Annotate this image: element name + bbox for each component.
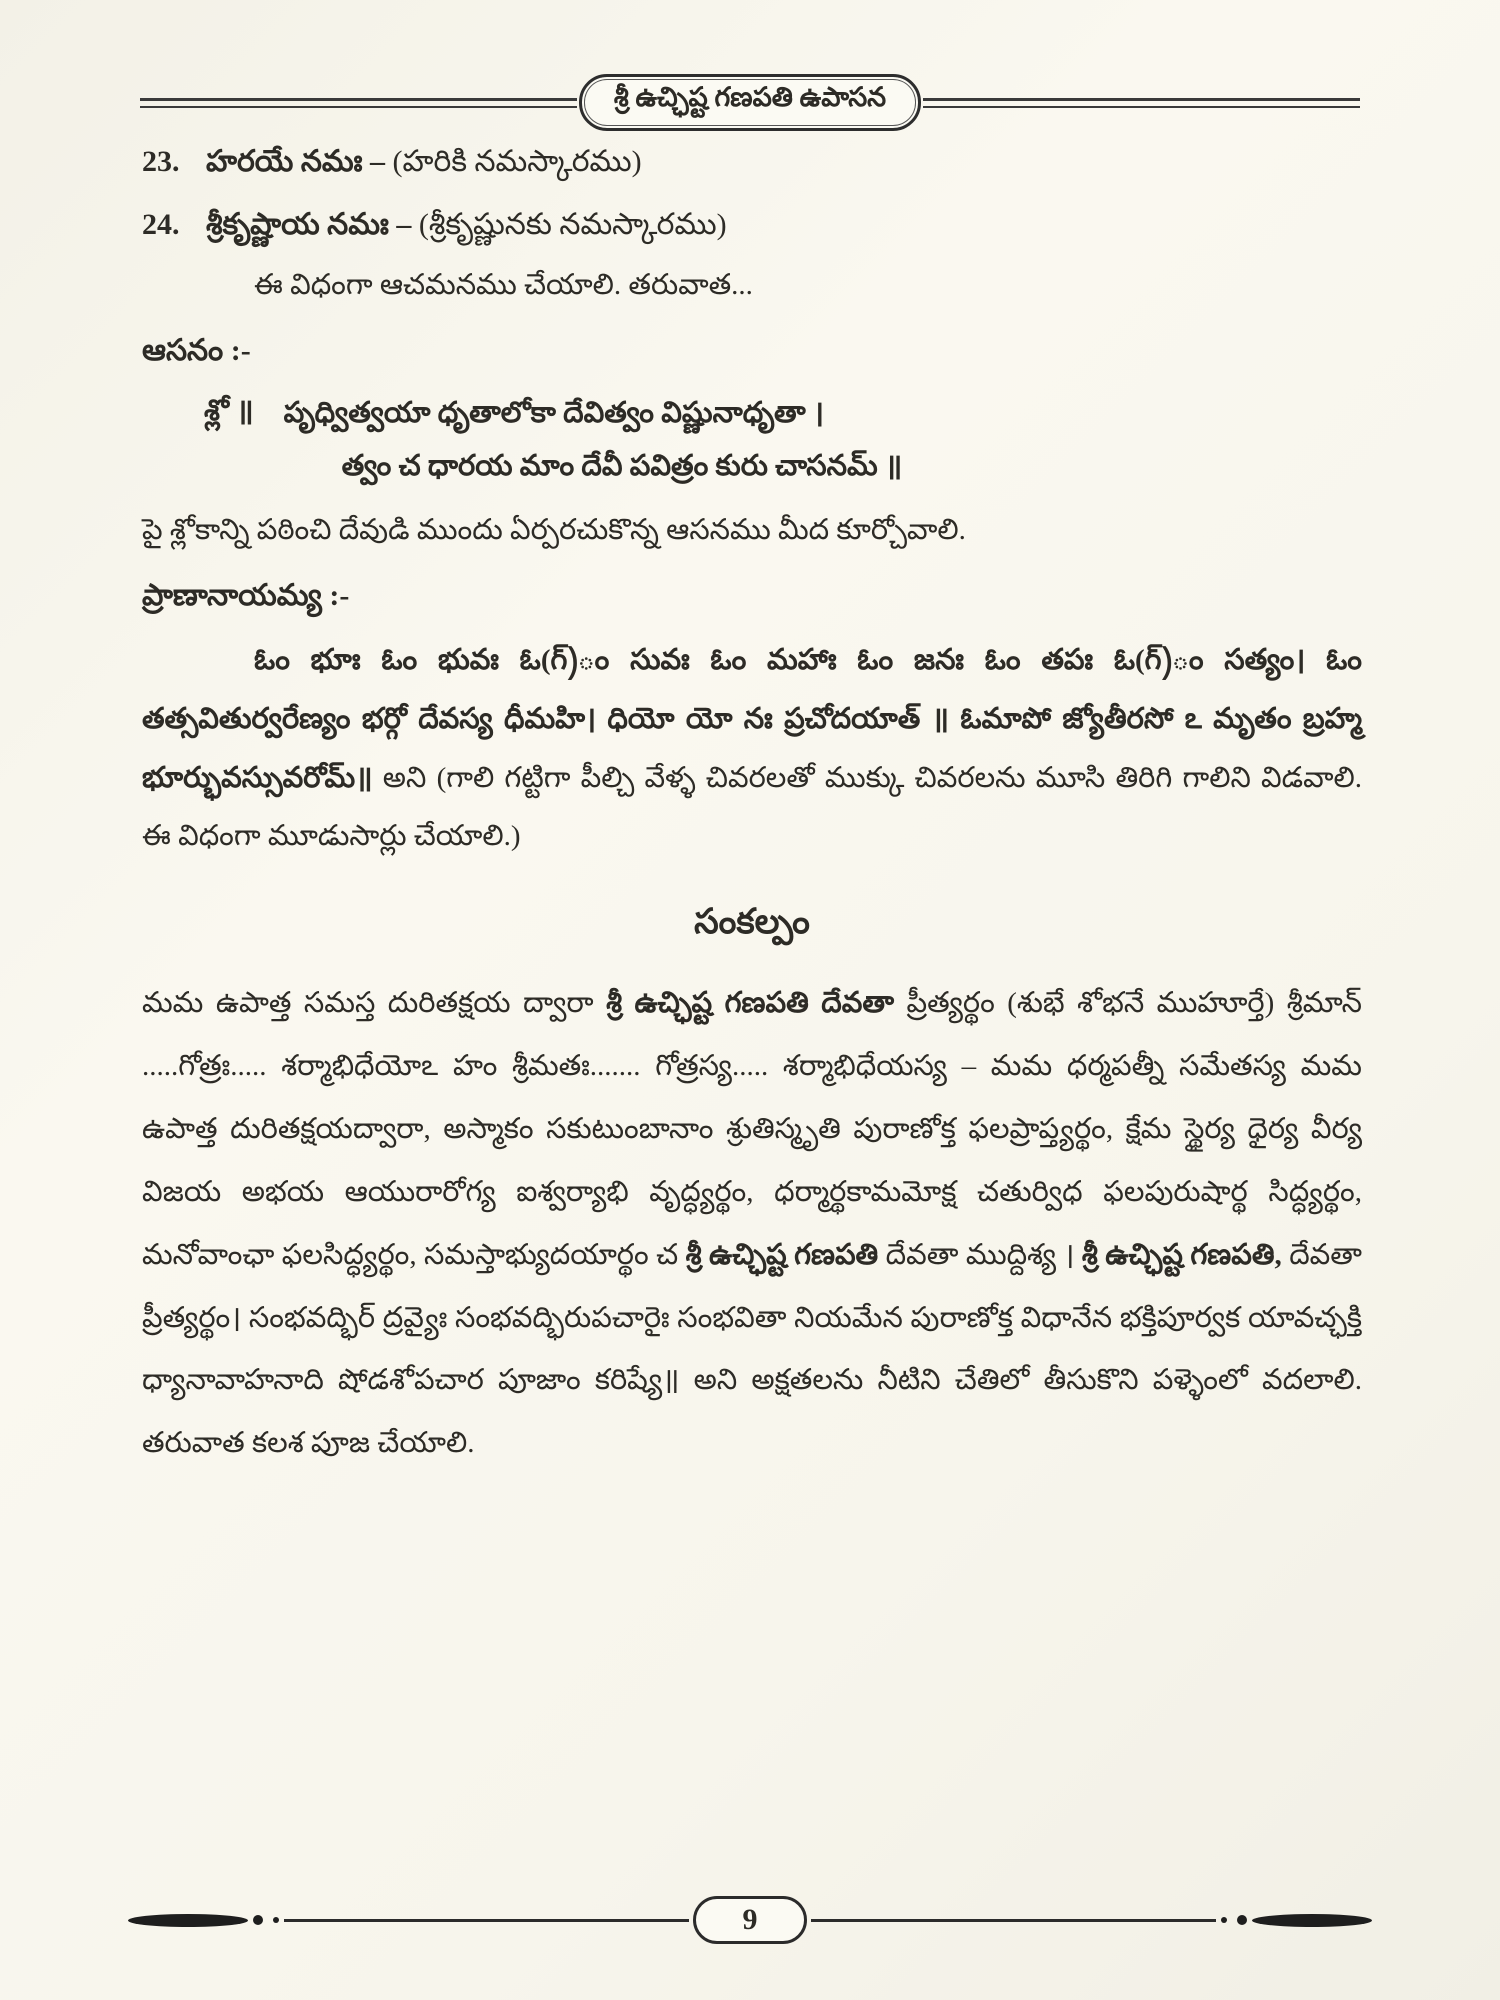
ornament-dot-left-small-icon	[273, 1917, 279, 1923]
ornament-leaf-right-icon	[1252, 1914, 1372, 1927]
section-heading-sankalpam: సంకల్పం	[694, 901, 810, 941]
pranayama-mantra: ఓం భూః ఓం భువః ఓ(గ్)ం సువః ఓం మహాః ఓం జనః ఓం తపః ఓ(గ్)ం సత్యం। ఓం తత్సవితుర్వరేణ్యం భర్గో దేవస్య ధీమహి। ధియో యో నః ప్రచోదయాత్ ॥ ఓమాపో జ్యోతీరసో ఽ మృతం బ్రహ్మ భూర్భువస్సువరోమ్॥ అని (గాలి గట్టిగా పీల్చి వేళ్ళ చివరలతో ముక్కు చివరలను మూసి తిరిగి గాలిని విడవాలి. ఈ విధంగా మూడుసార్లు చేయాలి.)	[142, 644, 1362, 853]
section-heading-asanam: ఆసనం :-	[142, 334, 251, 368]
ornament-dot-left-icon	[253, 1915, 263, 1925]
section-heading-pranayama: ప్రాణానాయమ్య :-	[142, 578, 350, 612]
item-meaning: (హరికి నమస్కారము)	[392, 145, 642, 178]
list-item-24	[142, 199, 1362, 251]
page-number-badge	[693, 1896, 807, 1944]
page-title: శ్రీ ఉచ్ఛిష్ట గణపతి ఉపాసన	[579, 74, 921, 131]
page-content	[142, 136, 1362, 1475]
item-number: 23.	[142, 145, 180, 178]
shloka-marker: శ్లో ॥	[204, 394, 254, 427]
item-meaning: (శ్రీకృష్ణునకు నమస్కారము)	[418, 207, 727, 241]
page-footer	[128, 1896, 1372, 1944]
item-mantra: హరయే నమః –	[206, 145, 386, 178]
shloka-line-1: పృధ్విత్వయా ధృతాలోకా దేవిత్వం విష్ణునాధృతా ।	[283, 396, 824, 429]
header-rule-right	[923, 98, 1360, 108]
shloka-block	[204, 387, 1362, 494]
page-number: 9	[742, 1903, 758, 1936]
sankalpam-paragraph: మమ ఉపాత్త సమస్త దురితక్షయ ద్వారా శ్రీ ఉచ్ఛిష్ట గణపతి దేవతా ప్రీత్యర్థం (శుభే శోభనే ముహూర్తే) శ్రీమాన్ .....గోత్రః..... శర్మాభిధేయోఽ హం శ్రీమతః....... గోత్రస్య..... శర్మాభిధేయస్య – మమ ధర్మపత్నీ సమేతస్య మమ ఉపాత్త దురితక్షయద్వారా, అస్మాకం సకుటుంబానాం శ్రుతిస్మృతి పురాణోక్త ఫలప్రాప్త్యర్థం, క్షేమ స్థైర్య ధైర్య వీర్య విజయ అభయ ఆయురారోగ్య ఐశ్వర్యాభి వృద్ధ్యర్థం, ధర్మార్థకామమోక్ష చతుర్విధ ఫలపురుషార్థ సిద్ధ్యర్థం, మనోవాంఛా ఫలసిద్ధ్యర్థం, సమస్తాభ్యుదయార్థం చ శ్రీ ఉచ్ఛిష్ట గణపతి దేవతా ముద్దిశ్య । శ్రీ ఉచ్ఛిష్ట గణపతి, దేవతా ప్రీత్యర్థం। సంభవద్భిర్ ద్రవ్యైః సంభవద్భిరుపచారైః సంభవితా నియమేన పురాణోక్త విధానేన భక్తిపూర్వక యావచ్ఛక్తి ధ్యానావాహనాది షోడశోపచార పూజాం కరిష్యే॥ అని అక్షతలను నీటిని చేతిలో తీసుకొని పళ్ళెంలో వదలాలి. తరువాత కలశ పూజ చేయాలి.	[142, 986, 1363, 1460]
ornament-dot-right-small-icon	[1221, 1917, 1227, 1923]
footer-rule-right	[811, 1919, 1216, 1922]
shloka-lines	[284, 387, 903, 494]
ornament-dot-right-icon	[1237, 1915, 1247, 1925]
item-number: 24.	[142, 207, 180, 241]
achamana-note: ఈ విధంగా ఆచమనము చేయాలి. తరువాత...	[254, 269, 753, 302]
page-header	[140, 74, 1360, 131]
list-item-23	[142, 136, 1362, 188]
asanam-note: పై శ్లోకాన్ని పఠించి దేవుడి ముందు ఏర్పరచుకొన్న ఆసనము మీద కూర్చోవాలి.	[142, 513, 966, 546]
ornament-leaf-left-icon	[128, 1914, 248, 1927]
shloka-line-2: త్వం చ ధారయ మాం దేవీ పవిత్రం కురు చాసనమ్ ॥	[341, 450, 903, 483]
item-mantra: శ్రీకృష్ణాయ నమః –	[206, 207, 412, 241]
header-rule-left	[140, 98, 577, 108]
footer-rule-left	[284, 1919, 689, 1922]
